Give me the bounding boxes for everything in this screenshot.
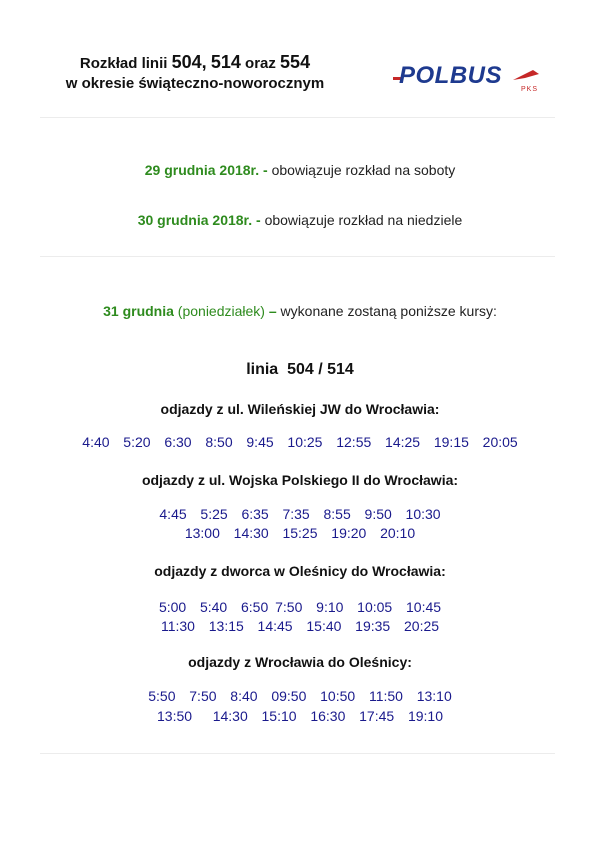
notice-date: 30 grudnia 2018r. [137,212,253,228]
title-and: oraz [245,55,276,72]
special-day-text: wykonane zostaną poniższe kursy: [280,303,497,319]
schedule-times-row: 4:45 5:25 6:35 7:35 8:55 9:50 10:30 [159,506,441,522]
schedule-times-row: 13:50 14:30 15:10 16:30 17:45 19:10 [157,708,443,724]
notice-saturday [0,162,600,178]
logo-text: POLBUS [399,62,503,89]
special-day-date: 31 grudnia [103,303,174,319]
schedule-title: odjazdy z ul. Wileńskiej JW do Wrocławia: [160,401,440,417]
notice-date: 29 grudnia 2018r. [144,162,260,178]
title-line-514: 514 [210,52,241,72]
page-subtitle: w okresie świąteczno-noworocznym [65,75,325,92]
schedule-times-row: 5:00 5:40 6:50 7:50 9:10 10:05 10:45 [158,599,442,615]
schedule-title: odjazdy z ul. Wojska Polskiego II do Wrocławia: [141,472,459,488]
schedule-title: odjazdy z dworca w Oleśnicy do Wrocławia: [154,563,446,579]
header [0,48,600,108]
divider [40,256,555,257]
title-prefix: Rozkład linii [79,55,168,72]
logo-swoosh-icon [511,66,541,86]
notice-sunday [0,212,600,228]
notice-separator: - [252,212,265,228]
line-heading: linia 504 / 514 [246,361,354,378]
divider [40,117,555,118]
title-line-554: 554 [280,52,311,72]
notice-separator: - [259,162,272,178]
notice-text: obowiązuje rozkład na niedziele [264,212,463,228]
special-day-weekday: (poniedziałek) [177,303,265,319]
special-day-dash: – [268,303,277,319]
schedule-title: odjazdy z Wrocławia do Oleśnicy: [188,654,412,670]
schedule-times-row: 4:40 5:20 6:30 8:50 9:45 10:25 12:55 14:25 19:15 20:05 [82,434,518,450]
logo-pks: PKS [521,86,539,93]
schedule-times-row: 11:30 13:15 14:45 15:40 19:35 20:25 [160,618,440,634]
notice-text: obowiązuje rozkład na soboty [271,162,456,178]
schedule-times-row: 13:00 14:30 15:25 19:20 20:10 [184,525,416,541]
schedule-times-row: 5:50 7:50 8:40 09:50 10:50 11:50 13:10 [148,688,452,704]
divider [40,753,555,754]
polbus-logo [393,62,553,92]
special-day-notice [0,303,600,319]
page-title [30,52,360,73]
title-line-504: 504, [171,52,207,72]
